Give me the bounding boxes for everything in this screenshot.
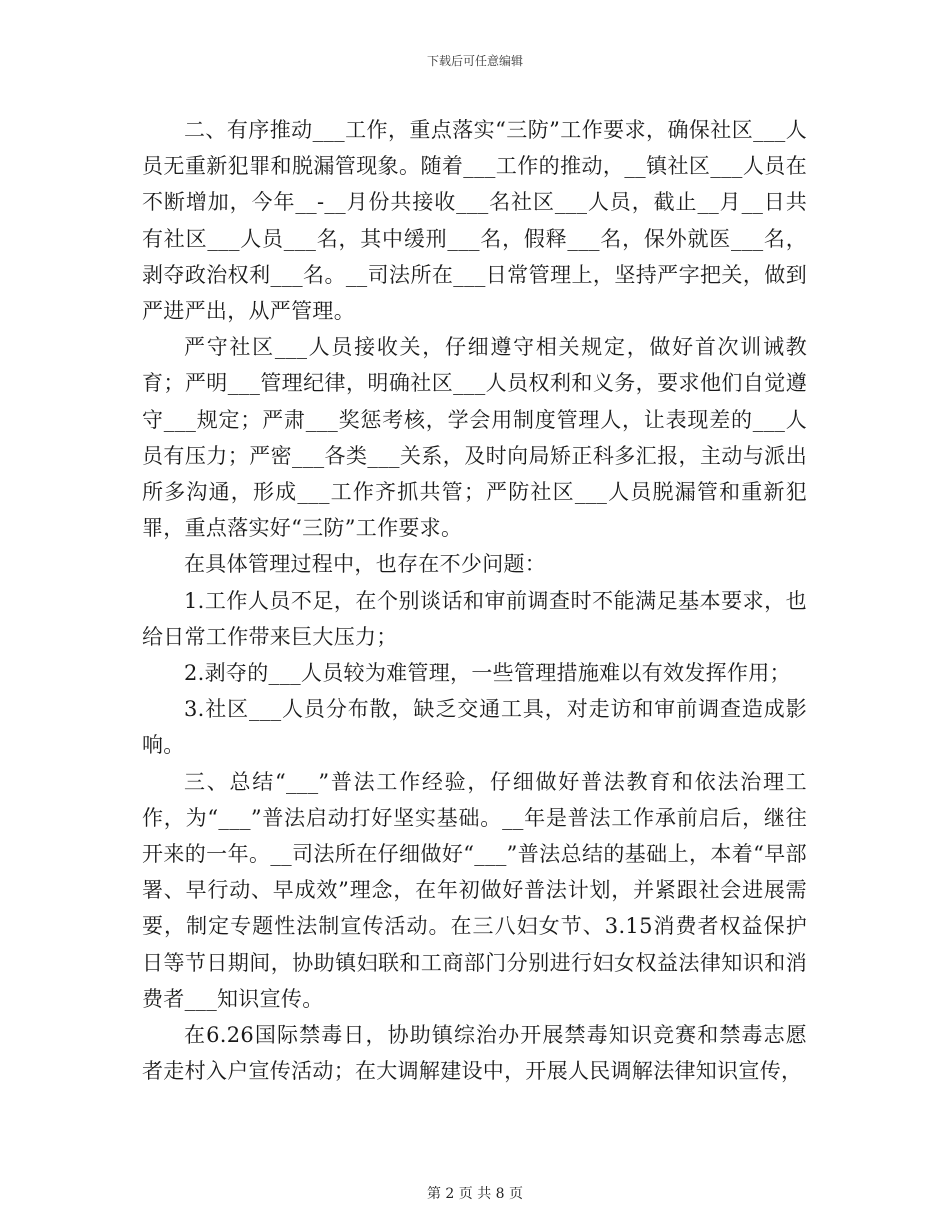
paragraph-anti-drug-day: 在6.26国际禁毒日，协助镇综治办开展禁毒知识竞赛和禁毒志愿者走村入户宣传活动；在大调解建设中，开展人民调解法律知识宣传， — [142, 1023, 807, 1084]
list-item-problem-3: 3.社区___人员分布散，缺乏交通工具，对走访和审前调查造成影响。 — [142, 697, 807, 758]
paragraph-problems-intro: 在具体管理过程中，也存在不少问题： — [184, 552, 547, 577]
paragraph-strict-management: 严守社区___人员接收关，仔细遵守相关规定，做好首次训诫教育；严明___管理纪律，明确社区___人员权利和义务，要求他们自觉遵守___规定；严肃___奖惩考核，学会用制度管理人，让表现差的___人员有压力；严密___各类___关系，及时向局矫正科多汇报，主动与派出所多沟通，形成___工作齐抓共管；严防社区___人员脱漏管和重新犯罪，重点落实好“三防”工作要求。 — [142, 335, 807, 541]
list-item-problem-2: 2.剥夺的___人员较为难管理，一些管理措施难以有效发挥作用； — [184, 661, 791, 686]
document-body — [142, 112, 807, 1089]
list-item-problem-1: 1.工作人员不足，在个别谈话和审前调查时不能满足基本要求，也给日常工作带来巨大压力； — [142, 588, 807, 649]
page-number: 第 2 页 共 8 页 — [426, 1186, 524, 1202]
paragraph-section-two: 二、有序推动___工作，重点落实“三防”工作要求，确保社区___人员无重新犯罪和脱漏管现象。随着___工作的推动，__镇社区___人员在不断增加，今年__-__月份共接收___名社区___人员，截止__月__日共有社区___人员___名，其中缓刑___名，假释___名，保外就医___名，剥夺政治权利___名。__司法所在___日常管理上，坚持严字把关，做到严进严出，从严管理。 — [142, 118, 807, 324]
paragraph-section-three: 三、总结“___”普法工作经验，仔细做好普法教育和依法治理工作，为“___”普法启动打好坚实基础。__年是普法工作承前启后，继往开来的一年。__司法所在仔细做好“___”普法总结的基础上，本着“早部署、早行动、早成效”理念，在年初做好普法计划，并紧跟社会进展需要，制定专题性法制宣传活动。在三八妇女节、3.15消费者权益保护日等节日期间，协助镇妇联和工商部门分别进行妇女权益法律知识和消费者___知识宣传。 — [142, 769, 807, 1011]
page-header: 下载后可任意编辑 — [426, 54, 523, 68]
